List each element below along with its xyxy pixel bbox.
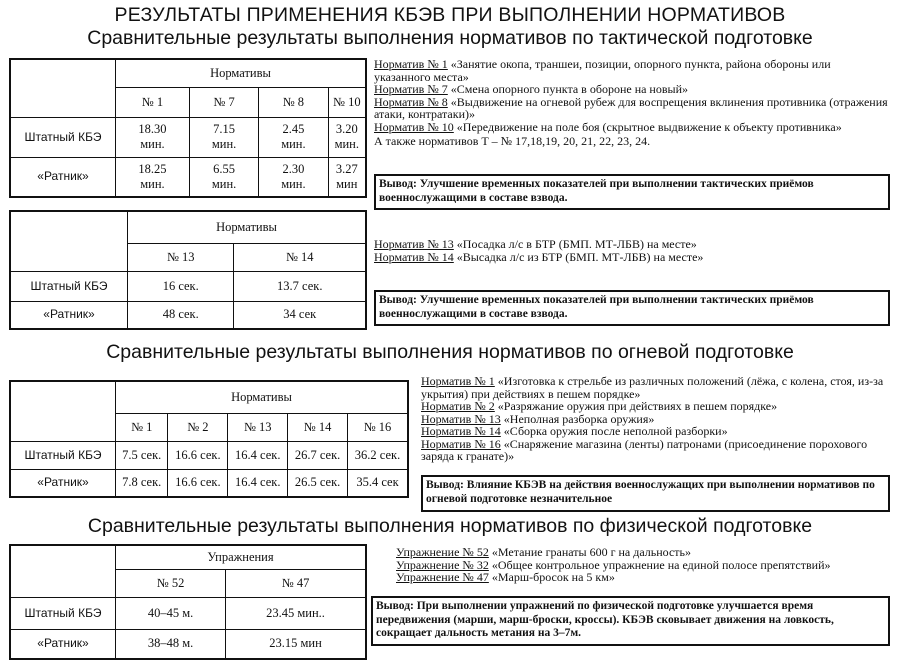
table-cell: 18.25 мин.	[116, 157, 190, 197]
row-label: «Ратник»	[10, 469, 116, 497]
table-row	[10, 469, 408, 497]
column-header: № 13	[128, 243, 234, 271]
table-cell: 7.15 мин.	[189, 117, 258, 157]
table-row	[10, 117, 366, 157]
row-label: «Ратник»	[10, 301, 128, 329]
table-cell: 23.45 мин..	[226, 597, 366, 629]
note-ref: Норматив № 10	[374, 119, 454, 134]
note-ref: Норматив № 8	[374, 94, 448, 109]
tactical-notes-2	[374, 238, 890, 263]
row-label: «Ратник»	[10, 629, 116, 659]
tactical-conclusion-2: Вывод: Улучшение временных показателей при выполнении тактических приёмов военнослужащими в составе взвода.	[374, 290, 890, 326]
note-item	[374, 96, 890, 121]
table-cell: 38–48 м.	[116, 629, 226, 659]
row-label: «Ратник»	[10, 157, 116, 197]
table-cell: 35.4 сек	[348, 469, 408, 497]
note-text: «Марш-бросок на 5 км»	[488, 570, 615, 584]
row-label: Штатный КБЭ	[10, 597, 116, 629]
table-row	[10, 629, 366, 659]
note-ref: Упражнение № 52	[396, 545, 489, 559]
table-cell: 18.30 мин.	[116, 117, 190, 157]
note-also: А также нормативов Т – № 17,18,19, 20, 21, 22, 23, 24.	[374, 134, 651, 148]
table-cell: 48 сек.	[128, 301, 234, 329]
group-header: Нормативы	[116, 381, 409, 413]
table-cell: 6.55 мин.	[189, 157, 258, 197]
fire-table	[9, 380, 409, 498]
row-label: Штатный КБЭ	[10, 441, 116, 469]
table-cell: 26.5 сек.	[288, 469, 348, 497]
note-text: «Передвижение на поле боя (скрытное выдвижение к объекту противника»	[453, 119, 842, 134]
note-text: «Занятие окопа, траншеи, позиции, опорного пункта, района обороны или указанного места»	[374, 57, 831, 84]
section-title-tactical: Сравнительные результаты выполнения нормативов по тактической подготовке	[87, 27, 813, 49]
note-ref: Норматив № 13	[374, 237, 454, 251]
note-ref: Упражнение № 32	[396, 557, 489, 572]
table-row	[10, 597, 366, 629]
table-cell: 3.27 мин	[328, 157, 366, 197]
note-text: «Сборка оружия после неполной разборки»	[500, 424, 728, 438]
fire-conclusion: Вывод: Влияние КБЭВ на действия военнослужащих при выполнении нормативов по огневой подготовке незначительное	[421, 475, 890, 512]
table-cell: 3.20 мин.	[328, 117, 366, 157]
note-text: «Метание гранаты 600 г на дальность»	[488, 545, 692, 559]
column-header: № 8	[259, 87, 328, 117]
column-header: № 10	[328, 87, 366, 117]
column-header: № 7	[189, 87, 258, 117]
note-text: «Неполная разборка оружия»	[500, 411, 655, 426]
row-label: Штатный КБЭ	[10, 117, 116, 157]
note-text: «Посадка л/с в БТР (БМП. МТ-ЛБВ) на месте»	[453, 237, 697, 251]
table-cell: 16.6 сек.	[168, 441, 228, 469]
table-row	[10, 157, 366, 197]
table-cell: 2.30 мин.	[259, 157, 328, 197]
group-header: Упражнения	[116, 545, 367, 569]
note-ref: Норматив № 1	[421, 374, 495, 388]
table-cell: 7.5 сек.	[116, 441, 168, 469]
note-text: «Общее контрольное упражнение на единой полосе препятствий»	[488, 557, 831, 572]
note-ref: Норматив № 2	[421, 399, 495, 413]
note-ref: Норматив № 1	[374, 57, 448, 71]
column-header: № 13	[228, 413, 288, 441]
note-ref: Норматив № 14	[421, 424, 501, 438]
note-ref: Норматив № 16	[421, 436, 501, 451]
physical-notes	[396, 546, 890, 584]
group-header: Нормативы	[116, 59, 367, 87]
note-item	[421, 375, 890, 400]
column-header: № 14	[234, 243, 366, 271]
table-cell: 34 сек	[234, 301, 366, 329]
note-item	[374, 58, 890, 83]
note-item	[374, 121, 890, 134]
table-cell: 16.6 сек.	[168, 469, 228, 497]
tactical-notes-1	[374, 58, 890, 148]
note-text: «Высадка л/с из БТР (БМП. МТ-ЛБВ) на месте»	[453, 249, 704, 264]
note-ref: Упражнение № 47	[396, 570, 489, 584]
table-cell: 2.45 мин.	[259, 117, 328, 157]
column-header: № 47	[226, 569, 366, 597]
tactical-conclusion-1: Вывод: Улучшение временных показателей при выполнении тактических приёмов военнослужащими в составе взвода.	[374, 174, 890, 210]
tactical-table-1	[9, 58, 367, 198]
table-cell: 16 сек.	[128, 271, 234, 301]
column-header: № 14	[288, 413, 348, 441]
note-item	[374, 251, 890, 264]
column-header: № 16	[348, 413, 408, 441]
row-label: Штатный КБЭ	[10, 271, 128, 301]
table-row	[10, 301, 366, 329]
note-item	[396, 571, 890, 584]
table-cell: 36.2 сек.	[348, 441, 408, 469]
tactical-table-2	[9, 210, 367, 330]
note-text: «Выдвижение на огневой рубеж для воспрещения вклинения противника (отражения атаки, контратаки)»	[374, 94, 888, 121]
table-row	[10, 271, 366, 301]
column-header: № 52	[116, 569, 226, 597]
note-text: «Разряжание оружия при действиях в пешем порядке»	[494, 399, 778, 413]
physical-table	[9, 544, 367, 660]
note-ref: Норматив № 7	[374, 82, 448, 96]
table-cell: 7.8 сек.	[116, 469, 168, 497]
table-cell: 13.7 сек.	[234, 271, 366, 301]
note-text: «Смена опорного пункта в обороне на новый»	[447, 82, 689, 96]
table-cell: 26.7 сек.	[288, 441, 348, 469]
column-header: № 1	[116, 87, 190, 117]
note-item	[421, 438, 890, 463]
section-title-physical: Сравнительные результаты выполнения нормативов по физической подготовке	[87, 515, 813, 537]
note-text: «Изготовка к стрельбе из различных положений (лёжа, с колена, стоя, из-за укрытия) при действиях в пешем порядке»	[421, 374, 884, 401]
page-title: РЕЗУЛЬТАТЫ ПРИМЕНЕНИЯ КБЭВ ПРИ ВЫПОЛНЕНИИ НОРМАТИВОВ	[114, 4, 786, 26]
table-cell: 16.4 сек.	[228, 441, 288, 469]
section-title-fire: Сравнительные результаты выполнения нормативов по огневой подготовке	[106, 341, 794, 363]
table-row	[10, 441, 408, 469]
note-text: «Снаряжение магазина (ленты) патронами (присоединение порохового заряда к гранате)»	[421, 436, 868, 463]
table-cell: 16.4 сек.	[228, 469, 288, 497]
column-header: № 1	[116, 413, 168, 441]
table-cell: 40–45 м.	[116, 597, 226, 629]
physical-conclusion: Вывод: При выполнении упражнений по физической подготовке улучшается время передвижения (марши, марш-броски, кроссы). КБЭВ сковывает движения на ловкость, сокращает дальность метания на 3–7м.	[371, 596, 890, 646]
fire-notes	[421, 375, 890, 463]
note-ref: Норматив № 13	[421, 411, 501, 426]
table-cell: 23.15 мин	[226, 629, 366, 659]
note-ref: Норматив № 14	[374, 249, 454, 264]
group-header: Нормативы	[128, 211, 367, 243]
column-header: № 2	[168, 413, 228, 441]
